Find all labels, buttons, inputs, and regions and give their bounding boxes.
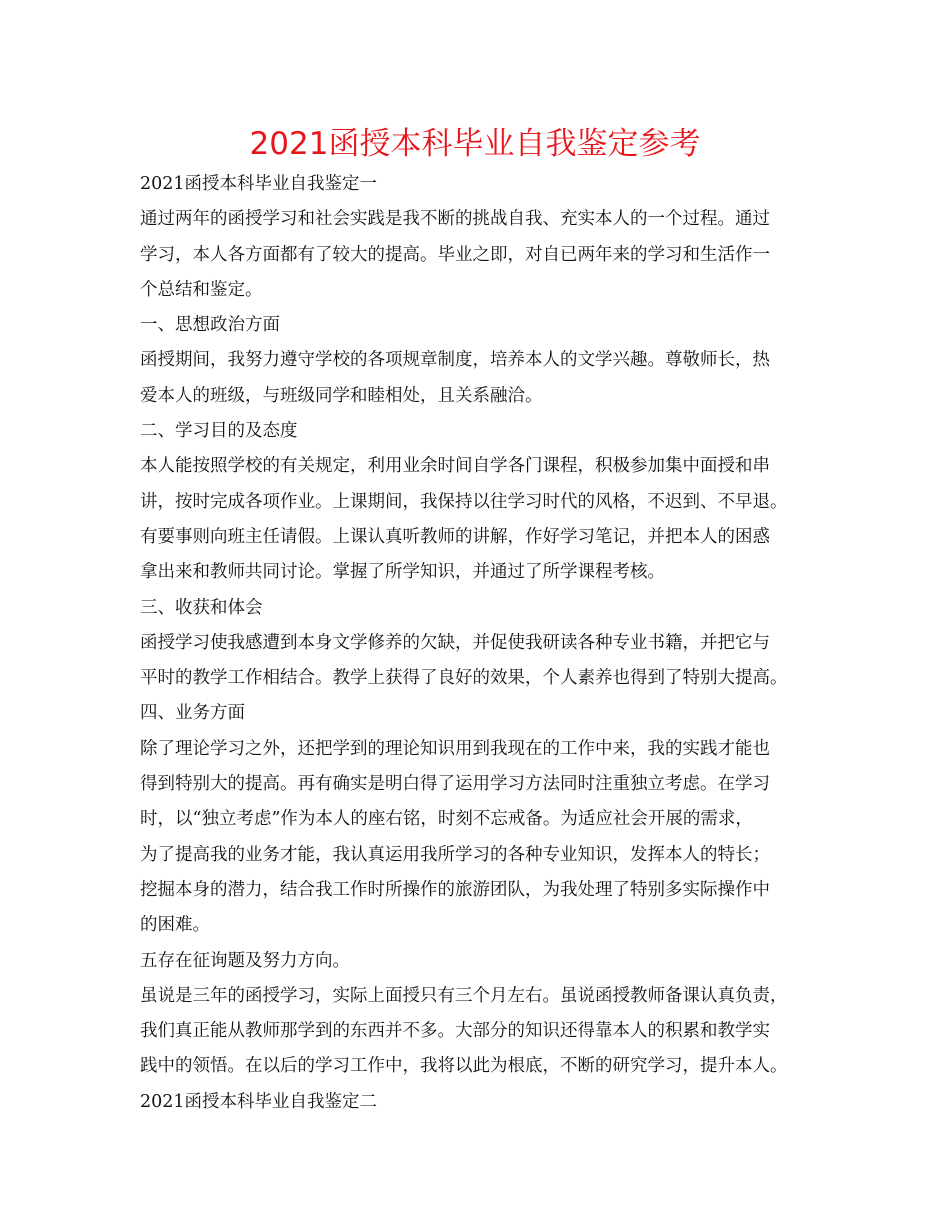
subheading-business: 四、业务方面 xyxy=(140,703,245,724)
paragraph-line: 爱本人的班级，与班级同学和睦相处，且关系融洽。 xyxy=(140,385,543,406)
paragraph-line: 通过两年的函授学习和社会实践是我不断的挑战自我、充实本人的一个过程。通过 xyxy=(140,209,770,230)
paragraph-line: 本人能按照学校的有关规定，利用业余时间自学各门课程，积极参加集中面授和串 xyxy=(140,456,770,477)
paragraph-line: 讲，按时完成各项作业。上课期间，我保持以往学习时代的风格，不迟到、不早退。 xyxy=(140,491,788,512)
paragraph-line: 平时的教学工作相结合。教学上获得了良好的效果，个人素养也得到了特别大提高。 xyxy=(140,668,788,689)
document-title: 2021函授本科毕业自我鉴定参考 xyxy=(249,126,701,162)
paragraph-line: 拿出来和教师共同讨论。掌握了所学知识，并通过了所学课程考核。 xyxy=(140,562,665,583)
paragraph-line: 为了提高我的业务才能，我认真运用我所学习的各种专业知识，发挥本人的特长； xyxy=(140,844,770,865)
paragraph-line: 践中的领悟。在以后的学习工作中，我将以此为根底，不断的研究学习，提升本人。 xyxy=(140,1056,788,1077)
subheading-problems: 五存在征询题及努力方向。 xyxy=(140,950,350,971)
paragraph-line: 的困难。 xyxy=(140,915,210,936)
document-body xyxy=(140,167,830,1120)
paragraph-line: 个总结和鉴定。 xyxy=(140,279,263,300)
paragraph-line: 时，以“独立考虑”作为本人的座右铭，时刻不忘戒备。为适应社会开展的需求， xyxy=(140,809,753,830)
paragraph-line: 有要事则向班主任请假。上课认真听教师的讲解，作好学习笔记，并把本人的困惑 xyxy=(140,526,770,547)
subheading-study-attitude: 二、学习目的及态度 xyxy=(140,421,298,442)
paragraph-line: 函授期间，我努力遵守学校的各项规章制度，培养本人的文学兴趣。尊敬师长，热 xyxy=(140,350,770,371)
paragraph-line: 我们真正能从教师那学到的东西并不多。大部分的知识还得靠本人的积累和教学实 xyxy=(140,1021,770,1042)
paragraph-line: 函授学习使我感遭到本身文学修养的欠缺，并促使我研读各种专业书籍，并把它与 xyxy=(140,632,770,653)
subheading-politics: 一、思想政治方面 xyxy=(140,315,280,336)
paragraph-line: 挖掘本身的潜力，结合我工作时所操作的旅游团队，为我处理了特别多实际操作中 xyxy=(140,879,770,900)
subheading-gains: 三、收获和体会 xyxy=(140,597,263,618)
paragraph-line: 得到特别大的提高。再有确实是明白得了运用学习方法同时注重独立考虑。在学习 xyxy=(140,774,770,795)
section-heading-two: 2021函授本科毕业自我鉴定二 xyxy=(140,1091,378,1112)
paragraph-line: 学习，本人各方面都有了较大的提高。毕业之即，对自已两年来的学习和生活作一 xyxy=(140,244,770,265)
paragraph-line: 虽说是三年的函授学习，实际上面授只有三个月左右。虽说函授教师备课认真负责， xyxy=(140,985,788,1006)
section-heading-one: 2021函授本科毕业自我鉴定一 xyxy=(140,174,378,194)
paragraph-line: 除了理论学习之外，还把学到的理论知识用到我现在的工作中来，我的实践才能也 xyxy=(140,738,770,759)
